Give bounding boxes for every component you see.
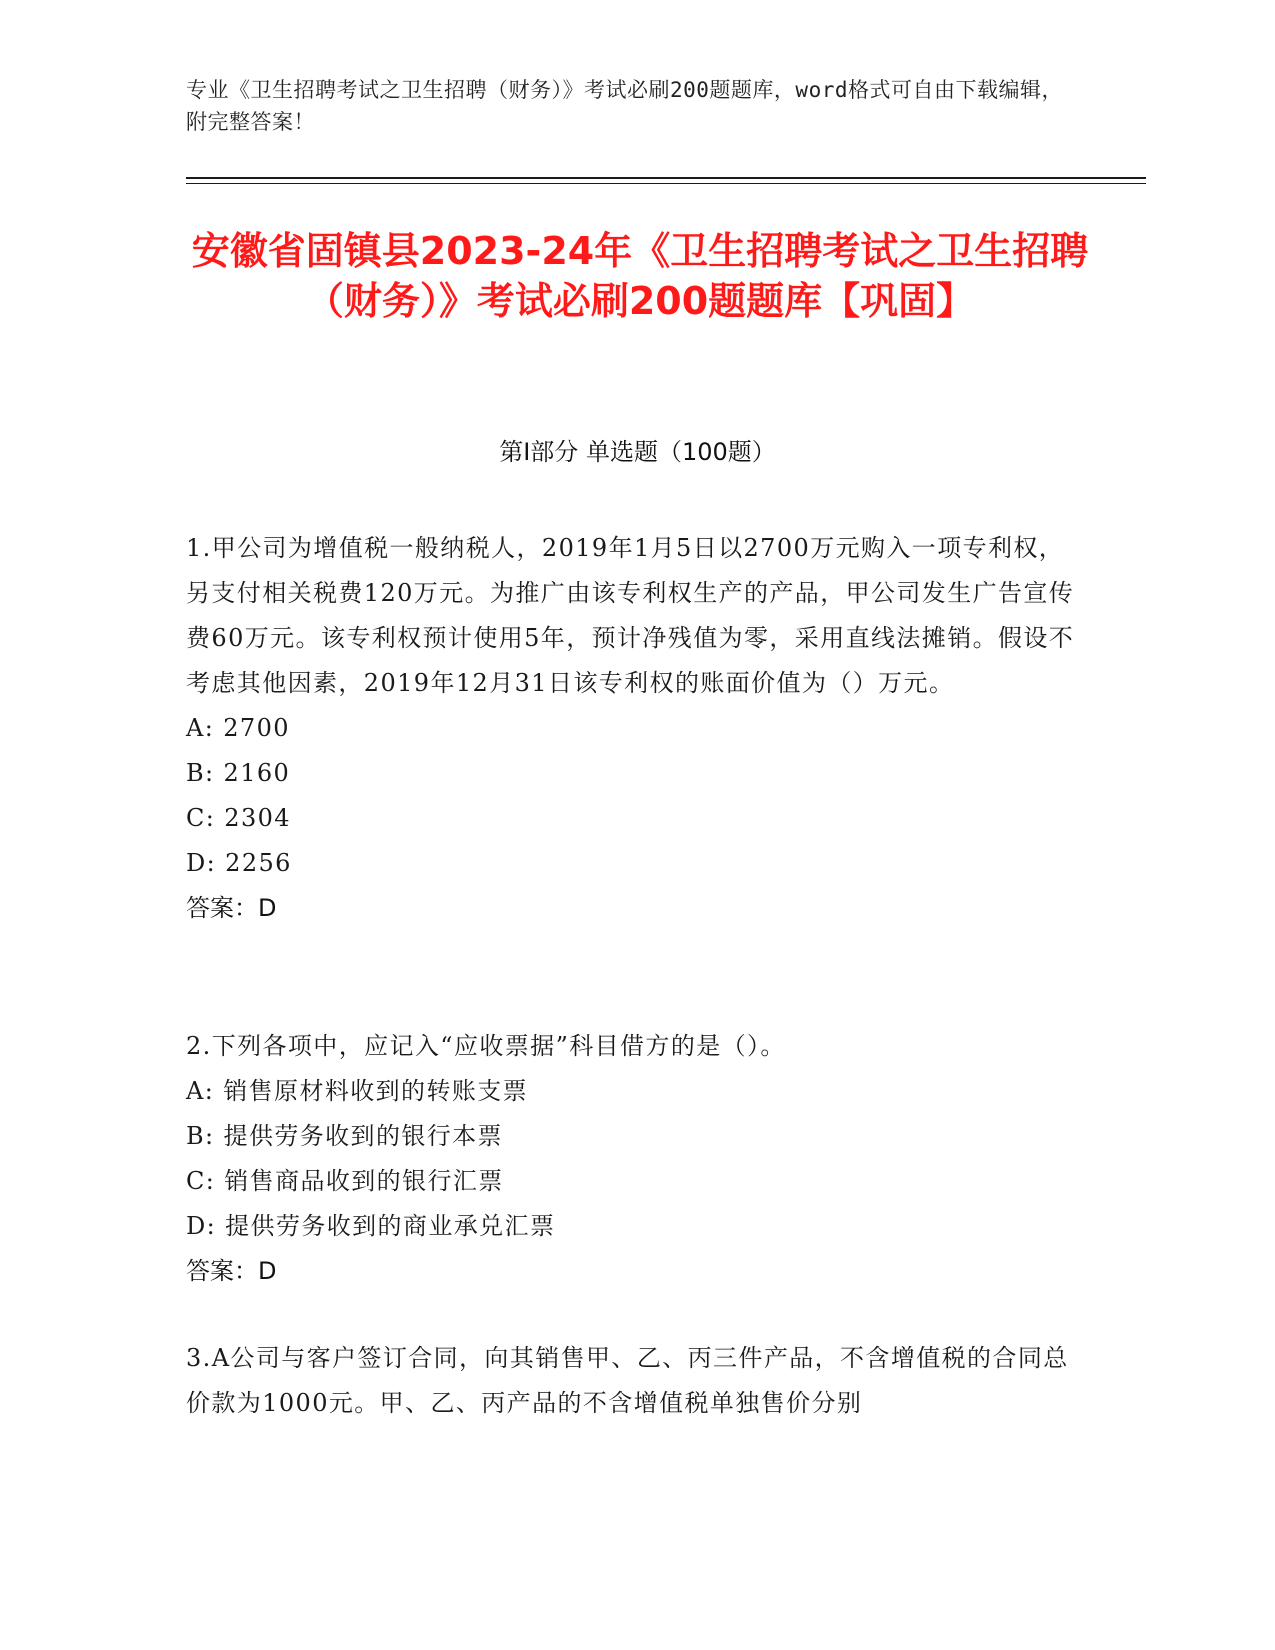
question-stem: 1.甲公司为增值税一般纳税人，2019年1月5日以2700万元购入一项专利权，另支付相关税费120万元。为推广由该专利权生产的产品，甲公司发生广告宣传费60万元。该专利权预计使用5年，预计净残值为零，采用直线法摊销。假设不考虑其他因素，2019年12月31日该专利权的账面价值为（）万元。 xyxy=(186,534,1075,697)
option-c: C: 销售商品收到的银行汇票 xyxy=(186,1167,504,1195)
question-3 xyxy=(186,1336,1076,1426)
answer-text: 答案：D xyxy=(186,894,277,922)
question-stem: 2.下列各项中，应记入“应收票据”科目借方的是（）。 xyxy=(186,1032,786,1060)
option-a: A: 销售原材料收到的转账支票 xyxy=(186,1077,529,1105)
header-note: 专业《卫生招聘考试之卫生招聘（财务）》考试必刷200题题库，word格式可自由下载编辑，附完整答案！ xyxy=(186,78,1063,134)
question-1 xyxy=(186,526,1076,931)
question-2 xyxy=(186,1024,1076,1294)
header-divider-thick xyxy=(186,177,1146,179)
option-b: B: 提供劳务收到的银行本票 xyxy=(186,1122,503,1150)
document-title: 安徽省固镇县2023-24年《卫生招聘考试之卫生招聘（财务）》考试必刷200题题库【巩固】 xyxy=(191,229,1089,323)
option-d: D: 提供劳务收到的商业承兑汇票 xyxy=(186,1212,556,1240)
header-divider-thin xyxy=(186,183,1146,184)
option-d: D: 2256 xyxy=(186,849,292,877)
option-c: C: 2304 xyxy=(186,804,291,832)
section-heading: 第I部分 单选题（100题） xyxy=(499,438,776,466)
option-b: B: 2160 xyxy=(186,759,291,787)
answer-text: 答案：D xyxy=(186,1257,277,1285)
question-stem: 3.A公司与客户签订合同，向其销售甲、乙、丙三件产品，不含增值税的合同总价款为1000元。甲、乙、丙产品的不含增值税单独售价分别 xyxy=(186,1344,1069,1417)
option-a: A: 2700 xyxy=(186,714,290,742)
